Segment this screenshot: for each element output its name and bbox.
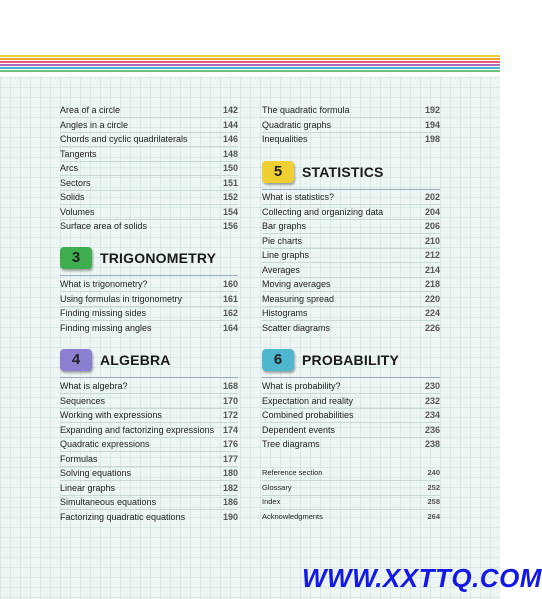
toc-entry-title: Solids	[60, 192, 85, 202]
toc-entry[interactable]	[262, 132, 440, 146]
chapter-title: PROBABILITY	[302, 352, 400, 368]
chapter-number-badge: 6	[262, 349, 294, 371]
toc-entry[interactable]	[60, 452, 238, 466]
left-column	[60, 77, 238, 599]
toc-entry-title: Quadratic expressions	[60, 439, 150, 449]
toc-entry-page: 186	[222, 497, 238, 507]
toc-entry-page: 144	[222, 119, 238, 130]
toc-entry-page: 161	[222, 293, 238, 304]
toc-entry[interactable]	[60, 321, 238, 335]
toc-entry-page: 264	[427, 511, 440, 521]
toc-entry-page: 240	[427, 468, 440, 477]
toc-entry-title: Index	[262, 497, 281, 506]
toc-entry-page: 146	[222, 134, 238, 144]
toc-entry-title: Reference section	[262, 468, 323, 477]
toc-entry[interactable]	[60, 306, 238, 320]
toc-entry[interactable]	[262, 394, 440, 408]
toc-entry[interactable]	[60, 379, 238, 393]
toc-entry-page: 206	[424, 221, 440, 231]
watermark: WWW.XXTTQ.COM	[302, 563, 542, 593]
toc-entry-title: Sequences	[60, 395, 106, 406]
toc-entry-title: Finding missing sides	[60, 308, 147, 318]
toc-entry[interactable]	[60, 481, 238, 495]
toc-entry-title: Volumes	[60, 206, 95, 217]
contents-page	[0, 77, 500, 599]
toc-entry-page: 151	[222, 177, 238, 188]
toc-entry-title: Inequalities	[262, 134, 308, 144]
toc-entry[interactable]	[262, 379, 440, 393]
toc-entry-page: 204	[424, 206, 440, 217]
toc-entry[interactable]	[262, 103, 440, 117]
toc-entry-title: Angles in a circle	[60, 119, 129, 130]
chapter-title: ALGEBRA	[100, 352, 171, 368]
toc-entry-title: Dependent events	[262, 424, 336, 435]
toc-entry[interactable]	[262, 205, 440, 219]
toc-entry-page: 150	[222, 163, 238, 173]
toc-entry[interactable]	[262, 321, 440, 335]
toc-entry[interactable]	[262, 118, 440, 132]
toc-entry-title: Moving averages	[262, 279, 331, 289]
toc-entry-page: 232	[424, 395, 440, 406]
toc-entry-title: Collecting and organizing data	[262, 206, 384, 217]
toc-entry[interactable]	[60, 277, 238, 291]
toc-entry[interactable]	[60, 103, 238, 117]
toc-entry-page: 212	[424, 250, 440, 260]
toc-entry[interactable]	[60, 423, 238, 437]
toc-entry-page: 160	[222, 279, 238, 289]
toc-entry-page: 174	[222, 424, 238, 435]
toc-entry-page: 182	[222, 482, 238, 493]
toc-entry-title: Chords and cyclic quadrilaterals	[60, 134, 188, 144]
toc-entry-page: 142	[222, 105, 238, 115]
toc-entry-page: 214	[424, 264, 440, 275]
toc-entry[interactable]	[60, 292, 238, 306]
toc-entry[interactable]	[262, 408, 440, 422]
toc-entry-title: Formulas	[60, 453, 98, 464]
toc-entry[interactable]	[262, 481, 440, 495]
toc-entry-title: Sectors	[60, 177, 91, 188]
toc-entry-page: 164	[222, 322, 238, 333]
toc-entry-page: 192	[424, 105, 440, 115]
toc-entry-title: Working with expressions	[60, 410, 162, 420]
toc-entry-page: 202	[424, 192, 440, 202]
toc-entry-title: What is statistics?	[262, 192, 335, 202]
color-stripe	[0, 58, 500, 60]
toc-entry-title: Tree diagrams	[262, 439, 320, 449]
toc-entry-page: 154	[222, 206, 238, 217]
chapter-heading[interactable]	[60, 349, 238, 375]
toc-entry[interactable]	[60, 219, 238, 233]
toc-entry[interactable]	[262, 466, 440, 480]
toc-entry-title: Histograms	[262, 308, 308, 318]
toc-entry-title: What is probability?	[262, 381, 341, 391]
toc-entry-page: 190	[222, 511, 238, 522]
toc-entry-title: Acknowledgments	[262, 511, 323, 521]
toc-entry-title: What is algebra?	[60, 381, 128, 391]
toc-entry[interactable]	[60, 190, 238, 204]
toc-entry[interactable]	[60, 118, 238, 132]
toc-entry-title: Using formulas in trigonometry	[60, 293, 183, 304]
toc-entry-title: Solving equations	[60, 468, 132, 478]
toc-entry-page: 170	[222, 395, 238, 406]
toc-entry[interactable]	[60, 495, 238, 509]
toc-entry-title: Pie charts	[262, 235, 303, 246]
chapter-number-badge: 5	[262, 161, 294, 183]
toc-entry-page: 218	[424, 279, 440, 289]
toc-entry-title: Expanding and factorizing expressions	[60, 424, 215, 435]
toc-entry[interactable]	[60, 147, 238, 161]
toc-entry-title: Simultaneous equations	[60, 497, 157, 507]
toc-entry[interactable]	[262, 510, 440, 524]
toc-entry[interactable]	[262, 263, 440, 277]
toc-entry[interactable]	[262, 277, 440, 291]
toc-entry[interactable]	[262, 423, 440, 437]
toc-entry-title: Expectation and reality	[262, 395, 354, 406]
toc-entry[interactable]	[60, 394, 238, 408]
chapter-title: TRIGONOMETRY	[100, 250, 217, 266]
toc-entry-page: 156	[222, 221, 238, 231]
chapter-underline	[60, 377, 238, 378]
toc-entry[interactable]	[60, 408, 238, 422]
toc-entry-title: Bar graphs	[262, 221, 307, 231]
toc-entry-page: 238	[424, 439, 440, 449]
toc-entry[interactable]	[262, 248, 440, 262]
toc-entry[interactable]	[262, 306, 440, 320]
toc-entry-page: 210	[424, 235, 440, 246]
chapter-heading[interactable]	[60, 247, 238, 273]
color-stripe	[0, 67, 500, 69]
chapter-number-badge: 3	[60, 247, 92, 269]
toc-entry[interactable]	[60, 437, 238, 451]
toc-entry-title: Linear graphs	[60, 482, 116, 493]
toc-entry-page: 258	[427, 497, 440, 506]
toc-entry[interactable]	[262, 437, 440, 451]
color-stripe	[0, 55, 500, 57]
toc-entry-page: 226	[424, 322, 440, 333]
toc-entry-title: Tangents	[60, 148, 97, 159]
chapter-heading[interactable]	[262, 161, 440, 187]
color-stripe	[0, 61, 500, 63]
chapter-underline	[60, 275, 238, 276]
chapter-title: STATISTICS	[302, 164, 384, 180]
toc-entry-title: Factorizing quadratic equations	[60, 511, 186, 522]
toc-entry-title: Measuring spread	[262, 293, 335, 304]
toc-entry[interactable]	[262, 219, 440, 233]
toc-entry-page: 176	[222, 439, 238, 449]
toc-entry-page: 168	[222, 381, 238, 391]
chapter-underline	[262, 377, 440, 378]
right-column	[262, 77, 440, 599]
toc-entry-page: 177	[222, 453, 238, 464]
toc-entry-title: What is trigonometry?	[60, 279, 148, 289]
toc-entry-page: 224	[424, 308, 440, 318]
toc-entry[interactable]	[262, 234, 440, 248]
toc-entry-title: Scatter diagrams	[262, 322, 331, 333]
toc-entry-title: Line graphs	[262, 250, 310, 260]
toc-entry-page: 148	[222, 148, 238, 159]
toc-entry[interactable]	[60, 176, 238, 190]
toc-entry[interactable]	[60, 132, 238, 146]
toc-entry-page: 234	[424, 410, 440, 420]
toc-entry-page: 252	[427, 482, 440, 492]
toc-entry-title: Finding missing angles	[60, 322, 152, 333]
toc-entry-page: 236	[424, 424, 440, 435]
toc-entry-title: Quadratic graphs	[262, 119, 332, 130]
toc-entry-page: 152	[222, 192, 238, 202]
page-top-margin	[0, 0, 500, 55]
toc-entry-title: Glossary	[262, 482, 292, 492]
toc-entry[interactable]	[60, 161, 238, 175]
toc-entry-title: The quadratic formula	[262, 105, 350, 115]
toc-entry-page: 162	[222, 308, 238, 318]
toc-entry-title: Averages	[262, 264, 300, 275]
chapter-heading[interactable]	[262, 349, 440, 375]
toc-entry-title: Area of a circle	[60, 105, 121, 115]
toc-entry-page: 180	[222, 468, 238, 478]
toc-entry-title: Surface area of solids	[60, 221, 148, 231]
color-stripe	[0, 64, 500, 66]
toc-entry[interactable]	[262, 495, 440, 509]
toc-entry-page: 220	[424, 293, 440, 304]
toc-entry-title: Combined probabilities	[262, 410, 354, 420]
toc-entry[interactable]	[262, 190, 440, 204]
toc-entry-page: 172	[222, 410, 238, 420]
toc-entry-page: 230	[424, 381, 440, 391]
toc-entry[interactable]	[262, 292, 440, 306]
toc-entry[interactable]	[60, 510, 238, 524]
chapter-number-badge: 4	[60, 349, 92, 371]
toc-entry-page: 194	[424, 119, 440, 130]
toc-entry[interactable]	[60, 466, 238, 480]
toc-entry-page: 198	[424, 134, 440, 144]
color-stripe	[0, 70, 500, 72]
toc-entry[interactable]	[60, 205, 238, 219]
toc-entry-title: Arcs	[60, 163, 78, 173]
color-stripes	[0, 55, 500, 77]
